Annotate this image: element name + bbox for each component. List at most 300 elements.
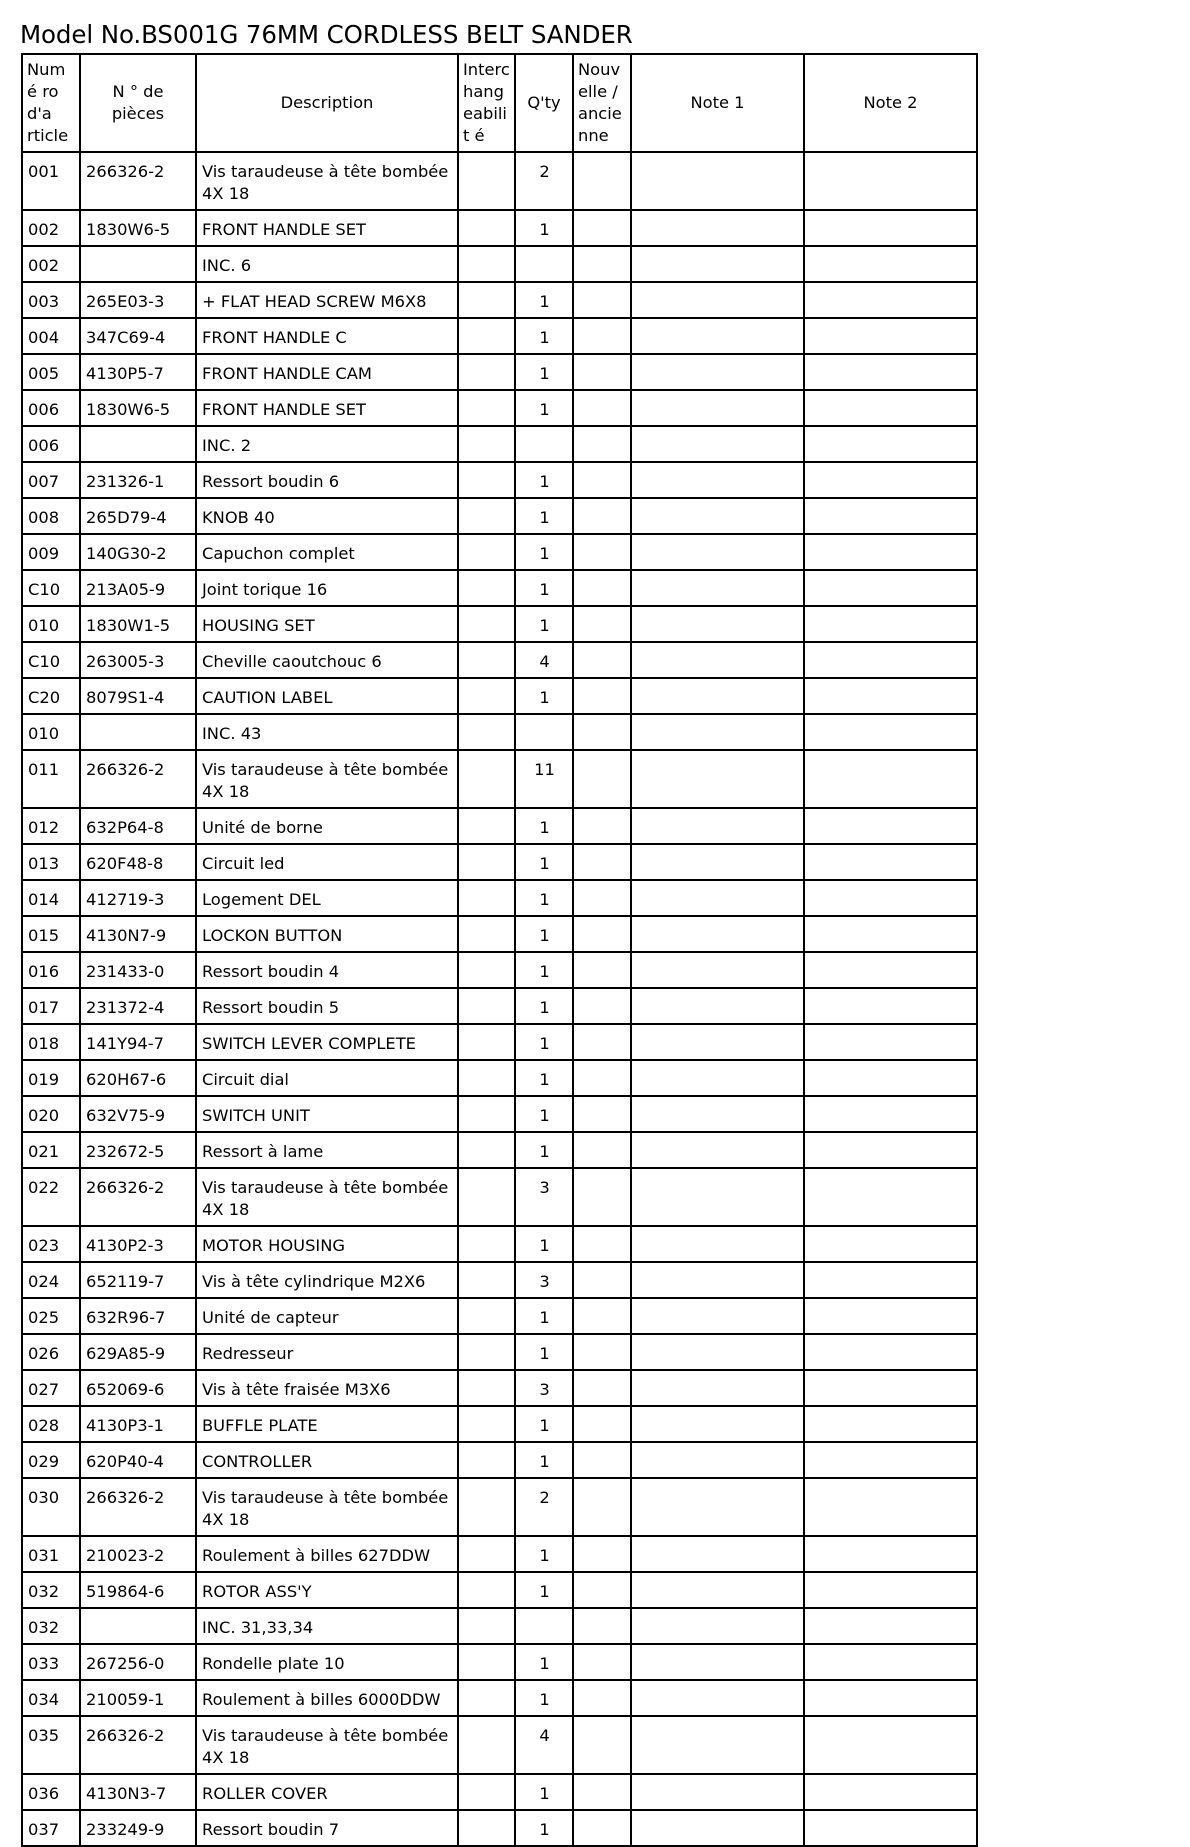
part-number-cell: 233249-9 (80, 1810, 196, 1846)
interchangeability-cell (458, 1810, 515, 1846)
item-number-cell: 037 (22, 1810, 80, 1846)
note-1-cell (631, 282, 804, 318)
table-row (22, 916, 977, 952)
description-cell: SWITCH UNIT (196, 1096, 458, 1132)
header-row (22, 54, 977, 152)
interchangeability-cell (458, 844, 515, 880)
note-2-cell (804, 1406, 977, 1442)
new-old-cell (573, 1298, 631, 1334)
description-cell: Vis à tête fraisée M3X6 (196, 1370, 458, 1406)
table-row (22, 880, 977, 916)
new-old-cell (573, 1370, 631, 1406)
description-cell: Roulement à billes 627DDW (196, 1536, 458, 1572)
note-2-cell (804, 498, 977, 534)
description-cell: CAUTION LABEL (196, 678, 458, 714)
quantity-cell: 2 (515, 152, 573, 210)
note-1-cell (631, 750, 804, 808)
quantity-cell: 1 (515, 678, 573, 714)
note-1-cell (631, 1644, 804, 1680)
description-cell: Ressort boudin 6 (196, 462, 458, 498)
part-number-cell: 232672-5 (80, 1132, 196, 1168)
part-number-cell: 4130P2-3 (80, 1226, 196, 1262)
note-1-cell (631, 498, 804, 534)
table-row (22, 952, 977, 988)
interchangeability-cell (458, 1060, 515, 1096)
quantity-cell: 1 (515, 1406, 573, 1442)
description-cell: FRONT HANDLE SET (196, 210, 458, 246)
description-cell: Joint torique 16 (196, 570, 458, 606)
part-number-cell: 652119-7 (80, 1262, 196, 1298)
header-note-2: Note 2 (804, 54, 977, 152)
description-cell: INC. 43 (196, 714, 458, 750)
part-number-cell: 266326-2 (80, 750, 196, 808)
note-1-cell (631, 354, 804, 390)
item-number-cell: 033 (22, 1644, 80, 1680)
table-row (22, 1774, 977, 1810)
description-cell: Logement DEL (196, 880, 458, 916)
note-1-cell (631, 808, 804, 844)
note-2-cell (804, 916, 977, 952)
item-number-cell: 031 (22, 1536, 80, 1572)
quantity-cell: 1 (515, 1226, 573, 1262)
item-number-cell: 013 (22, 844, 80, 880)
note-1-cell (631, 1680, 804, 1716)
part-number-cell: 231326-1 (80, 462, 196, 498)
item-number-cell: 010 (22, 606, 80, 642)
part-number-cell (80, 426, 196, 462)
interchangeability-cell (458, 606, 515, 642)
quantity-cell: 1 (515, 606, 573, 642)
item-number-cell: 009 (22, 534, 80, 570)
table-row (22, 1298, 977, 1334)
note-2-cell (804, 1096, 977, 1132)
table-row (22, 1132, 977, 1168)
description-cell: Vis taraudeuse à tête bombée 4X 18 (196, 750, 458, 808)
note-2-cell (804, 210, 977, 246)
table-row (22, 570, 977, 606)
note-1-cell (631, 1334, 804, 1370)
table-row (22, 498, 977, 534)
table-row (22, 1334, 977, 1370)
interchangeability-cell (458, 1774, 515, 1810)
item-number-cell: C20 (22, 678, 80, 714)
item-number-cell: 021 (22, 1132, 80, 1168)
description-cell: INC. 31,33,34 (196, 1608, 458, 1644)
item-number-cell: 015 (22, 916, 80, 952)
note-1-cell (631, 1132, 804, 1168)
note-2-cell (804, 1810, 977, 1846)
new-old-cell (573, 498, 631, 534)
description-cell: KNOB 40 (196, 498, 458, 534)
note-1-cell (631, 534, 804, 570)
new-old-cell (573, 210, 631, 246)
new-old-cell (573, 1096, 631, 1132)
new-old-cell (573, 1810, 631, 1846)
header-interchangeability: Interc hang eabilit é (458, 54, 515, 152)
note-1-cell (631, 1716, 804, 1774)
item-number-cell: 028 (22, 1406, 80, 1442)
note-2-cell (804, 152, 977, 210)
new-old-cell (573, 750, 631, 808)
interchangeability-cell (458, 1262, 515, 1298)
note-1-cell (631, 1478, 804, 1536)
part-number-cell (80, 714, 196, 750)
interchangeability-cell (458, 1572, 515, 1608)
table-row (22, 750, 977, 808)
note-2-cell (804, 462, 977, 498)
new-old-cell (573, 606, 631, 642)
part-number-cell: 8079S1-4 (80, 678, 196, 714)
new-old-cell (573, 1572, 631, 1608)
item-number-cell: 036 (22, 1774, 80, 1810)
interchangeability-cell (458, 642, 515, 678)
new-old-cell (573, 354, 631, 390)
note-1-cell (631, 678, 804, 714)
new-old-cell (573, 1024, 631, 1060)
table-row (22, 152, 977, 210)
description-cell: BUFFLE PLATE (196, 1406, 458, 1442)
table-row (22, 1608, 977, 1644)
table-row (22, 678, 977, 714)
note-2-cell (804, 1060, 977, 1096)
item-number-cell: 023 (22, 1226, 80, 1262)
new-old-cell (573, 952, 631, 988)
quantity-cell: 1 (515, 1774, 573, 1810)
interchangeability-cell (458, 1478, 515, 1536)
description-cell: INC. 2 (196, 426, 458, 462)
new-old-cell (573, 1168, 631, 1226)
quantity-cell: 1 (515, 1060, 573, 1096)
interchangeability-cell (458, 750, 515, 808)
interchangeability-cell (458, 498, 515, 534)
note-1-cell (631, 152, 804, 210)
new-old-cell (573, 1262, 631, 1298)
item-number-cell: 012 (22, 808, 80, 844)
note-1-cell (631, 210, 804, 246)
header-part-number: N ° de pièces (80, 54, 196, 152)
description-cell: HOUSING SET (196, 606, 458, 642)
table-row (22, 1680, 977, 1716)
new-old-cell (573, 1716, 631, 1774)
note-1-cell (631, 462, 804, 498)
part-number-cell: 266326-2 (80, 1168, 196, 1226)
table-row (22, 1060, 977, 1096)
item-number-cell: 002 (22, 210, 80, 246)
note-2-cell (804, 246, 977, 282)
quantity-cell: 1 (515, 570, 573, 606)
note-1-cell (631, 1608, 804, 1644)
interchangeability-cell (458, 282, 515, 318)
item-number-cell: 011 (22, 750, 80, 808)
description-cell: FRONT HANDLE CAM (196, 354, 458, 390)
new-old-cell (573, 808, 631, 844)
interchangeability-cell (458, 1132, 515, 1168)
new-old-cell (573, 642, 631, 678)
header-item-number: Numé ro d'a rticle (22, 54, 80, 152)
description-cell: Vis taraudeuse à tête bombée 4X 18 (196, 152, 458, 210)
new-old-cell (573, 426, 631, 462)
quantity-cell: 1 (515, 1334, 573, 1370)
parts-table-body (22, 152, 977, 1846)
note-1-cell (631, 952, 804, 988)
new-old-cell (573, 714, 631, 750)
note-1-cell (631, 1370, 804, 1406)
description-cell: Ressort boudin 7 (196, 1810, 458, 1846)
note-1-cell (631, 1774, 804, 1810)
part-number-cell: 265E03-3 (80, 282, 196, 318)
quantity-cell (515, 426, 573, 462)
note-2-cell (804, 952, 977, 988)
note-1-cell (631, 1406, 804, 1442)
new-old-cell (573, 246, 631, 282)
interchangeability-cell (458, 1680, 515, 1716)
description-cell: Ressort à lame (196, 1132, 458, 1168)
part-number-cell: 629A85-9 (80, 1334, 196, 1370)
note-1-cell (631, 606, 804, 642)
note-2-cell (804, 534, 977, 570)
item-number-cell: 006 (22, 426, 80, 462)
interchangeability-cell (458, 1298, 515, 1334)
quantity-cell: 3 (515, 1370, 573, 1406)
description-cell: Capuchon complet (196, 534, 458, 570)
quantity-cell: 1 (515, 462, 573, 498)
quantity-cell (515, 1608, 573, 1644)
item-number-cell: 003 (22, 282, 80, 318)
note-1-cell (631, 642, 804, 678)
note-2-cell (804, 988, 977, 1024)
parts-table (21, 53, 978, 1847)
note-2-cell (804, 1168, 977, 1226)
quantity-cell: 3 (515, 1262, 573, 1298)
item-number-cell: 006 (22, 390, 80, 426)
quantity-cell: 1 (515, 498, 573, 534)
part-number-cell: 4130P3-1 (80, 1406, 196, 1442)
description-cell: MOTOR HOUSING (196, 1226, 458, 1262)
note-2-cell (804, 880, 977, 916)
new-old-cell (573, 1226, 631, 1262)
interchangeability-cell (458, 390, 515, 426)
note-1-cell (631, 426, 804, 462)
note-1-cell (631, 390, 804, 426)
note-1-cell (631, 880, 804, 916)
item-number-cell: 017 (22, 988, 80, 1024)
quantity-cell: 4 (515, 1716, 573, 1774)
new-old-cell (573, 678, 631, 714)
quantity-cell: 1 (515, 1644, 573, 1680)
description-cell: ROTOR ASS'Y (196, 1572, 458, 1608)
part-number-cell: 632R96-7 (80, 1298, 196, 1334)
description-cell: Cheville caoutchouc 6 (196, 642, 458, 678)
note-1-cell (631, 570, 804, 606)
interchangeability-cell (458, 1644, 515, 1680)
description-cell: FRONT HANDLE C (196, 318, 458, 354)
note-2-cell (804, 1644, 977, 1680)
item-number-cell: 030 (22, 1478, 80, 1536)
description-cell: Unité de capteur (196, 1298, 458, 1334)
note-2-cell (804, 1262, 977, 1298)
quantity-cell (515, 246, 573, 282)
interchangeability-cell (458, 246, 515, 282)
note-2-cell (804, 282, 977, 318)
part-number-cell: 141Y94-7 (80, 1024, 196, 1060)
quantity-cell: 3 (515, 1168, 573, 1226)
description-cell: Vis taraudeuse à tête bombée 4X 18 (196, 1478, 458, 1536)
part-number-cell (80, 246, 196, 282)
table-row (22, 210, 977, 246)
quantity-cell (515, 714, 573, 750)
item-number-cell: 014 (22, 880, 80, 916)
item-number-cell: 004 (22, 318, 80, 354)
note-1-cell (631, 1096, 804, 1132)
quantity-cell: 1 (515, 1024, 573, 1060)
item-number-cell: 032 (22, 1572, 80, 1608)
item-number-cell: 010 (22, 714, 80, 750)
note-2-cell (804, 354, 977, 390)
table-row (22, 714, 977, 750)
note-2-cell (804, 1370, 977, 1406)
description-cell: CONTROLLER (196, 1442, 458, 1478)
table-row (22, 1406, 977, 1442)
note-2-cell (804, 714, 977, 750)
quantity-cell: 1 (515, 808, 573, 844)
item-number-cell: C10 (22, 642, 80, 678)
note-1-cell (631, 1442, 804, 1478)
part-number-cell: 4130P5-7 (80, 354, 196, 390)
table-row (22, 1370, 977, 1406)
note-2-cell (804, 642, 977, 678)
item-number-cell: 016 (22, 952, 80, 988)
table-row (22, 246, 977, 282)
quantity-cell: 1 (515, 1810, 573, 1846)
item-number-cell: 019 (22, 1060, 80, 1096)
interchangeability-cell (458, 952, 515, 988)
note-2-cell (804, 570, 977, 606)
quantity-cell: 1 (515, 210, 573, 246)
table-row (22, 1536, 977, 1572)
interchangeability-cell (458, 808, 515, 844)
note-1-cell (631, 1024, 804, 1060)
table-row (22, 642, 977, 678)
table-row (22, 1168, 977, 1226)
part-number-cell: 1830W6-5 (80, 210, 196, 246)
note-2-cell (804, 1716, 977, 1774)
item-number-cell: 024 (22, 1262, 80, 1298)
note-1-cell (631, 1060, 804, 1096)
header-new-old: Nouv elle / ancie nne (573, 54, 631, 152)
part-number-cell: 231372-4 (80, 988, 196, 1024)
description-cell: INC. 6 (196, 246, 458, 282)
item-number-cell: 007 (22, 462, 80, 498)
interchangeability-cell (458, 462, 515, 498)
quantity-cell: 1 (515, 952, 573, 988)
table-row (22, 354, 977, 390)
new-old-cell (573, 916, 631, 952)
note-1-cell (631, 916, 804, 952)
table-row (22, 390, 977, 426)
description-cell: Redresseur (196, 1334, 458, 1370)
description-cell: Ressort boudin 5 (196, 988, 458, 1024)
part-number-cell: 632V75-9 (80, 1096, 196, 1132)
part-number-cell: 620P40-4 (80, 1442, 196, 1478)
part-number-cell: 632P64-8 (80, 808, 196, 844)
table-row (22, 1644, 977, 1680)
quantity-cell: 1 (515, 1298, 573, 1334)
part-number-cell: 652069-6 (80, 1370, 196, 1406)
header-note-1: Note 1 (631, 54, 804, 152)
interchangeability-cell (458, 880, 515, 916)
new-old-cell (573, 390, 631, 426)
quantity-cell: 1 (515, 534, 573, 570)
new-old-cell (573, 844, 631, 880)
new-old-cell (573, 1406, 631, 1442)
item-number-cell: 001 (22, 152, 80, 210)
part-number-cell: 210059-1 (80, 1680, 196, 1716)
item-number-cell: 002 (22, 246, 80, 282)
interchangeability-cell (458, 1406, 515, 1442)
table-row (22, 1716, 977, 1774)
quantity-cell: 1 (515, 880, 573, 916)
note-2-cell (804, 1608, 977, 1644)
note-2-cell (804, 750, 977, 808)
table-row (22, 534, 977, 570)
quantity-cell: 4 (515, 642, 573, 678)
new-old-cell (573, 1442, 631, 1478)
quantity-cell: 1 (515, 1536, 573, 1572)
interchangeability-cell (458, 1370, 515, 1406)
interchangeability-cell (458, 426, 515, 462)
part-number-cell: 266326-2 (80, 1716, 196, 1774)
interchangeability-cell (458, 318, 515, 354)
new-old-cell (573, 1132, 631, 1168)
quantity-cell: 1 (515, 1572, 573, 1608)
header-quantity: Q'ty (515, 54, 573, 152)
note-2-cell (804, 390, 977, 426)
item-number-cell: 027 (22, 1370, 80, 1406)
interchangeability-cell (458, 988, 515, 1024)
interchangeability-cell (458, 1334, 515, 1370)
new-old-cell (573, 1680, 631, 1716)
quantity-cell: 1 (515, 916, 573, 952)
note-2-cell (804, 1572, 977, 1608)
part-number-cell: 265D79-4 (80, 498, 196, 534)
description-cell: Roulement à billes 6000DDW (196, 1680, 458, 1716)
interchangeability-cell (458, 678, 515, 714)
new-old-cell (573, 282, 631, 318)
part-number-cell: 347C69-4 (80, 318, 196, 354)
note-1-cell (631, 1226, 804, 1262)
new-old-cell (573, 462, 631, 498)
new-old-cell (573, 1774, 631, 1810)
note-2-cell (804, 1024, 977, 1060)
part-number-cell: 1830W1-5 (80, 606, 196, 642)
quantity-cell: 1 (515, 1680, 573, 1716)
table-row (22, 1478, 977, 1536)
interchangeability-cell (458, 534, 515, 570)
item-number-cell: 034 (22, 1680, 80, 1716)
part-number-cell: 1830W6-5 (80, 390, 196, 426)
table-row (22, 1810, 977, 1846)
description-cell: Vis taraudeuse à tête bombée 4X 18 (196, 1716, 458, 1774)
quantity-cell: 1 (515, 354, 573, 390)
item-number-cell: 008 (22, 498, 80, 534)
interchangeability-cell (458, 1168, 515, 1226)
new-old-cell (573, 988, 631, 1024)
table-row (22, 282, 977, 318)
interchangeability-cell (458, 570, 515, 606)
note-2-cell (804, 1442, 977, 1478)
part-number-cell: 620H67-6 (80, 1060, 196, 1096)
description-cell: FRONT HANDLE SET (196, 390, 458, 426)
